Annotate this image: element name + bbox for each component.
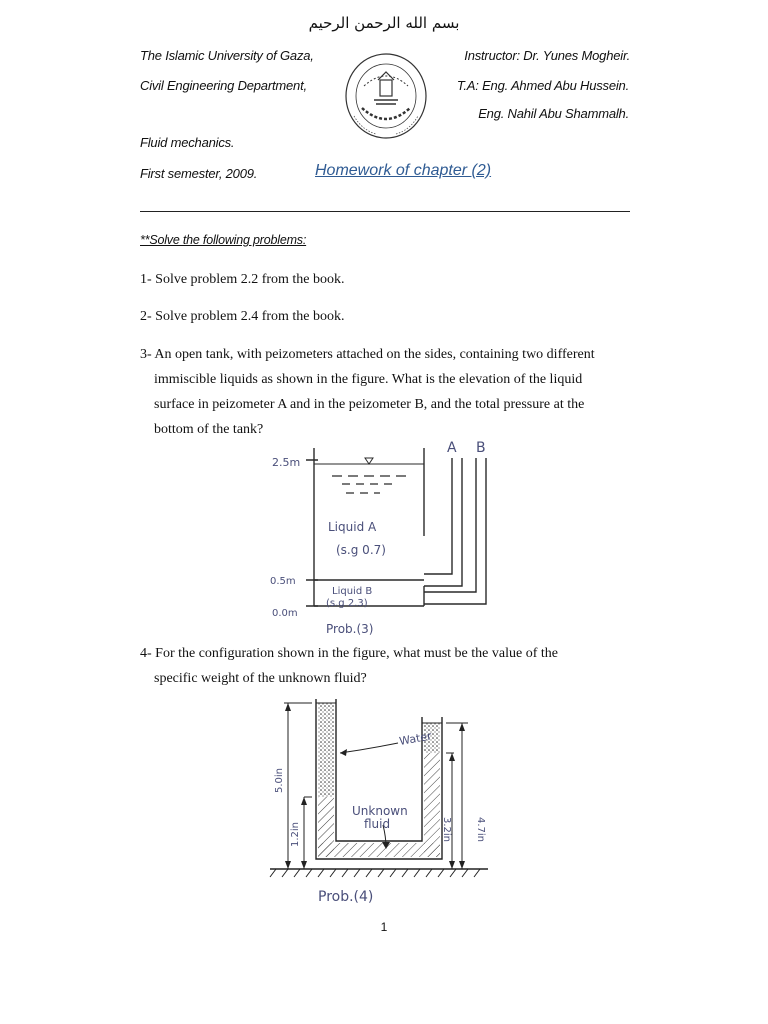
unknown-fluid-right-leg xyxy=(424,753,440,857)
liquid-b-sg-label: (s.g 2.3) xyxy=(326,598,368,609)
instructions-heading: **Solve the following problems: xyxy=(140,233,307,247)
elevation-bottom-label: 0.0m xyxy=(272,608,298,619)
problem-3-line-3: surface in peizometer A and in the peizometer B, and the total pressure at the xyxy=(154,397,585,412)
unknown-fluid-label-1: Unknown xyxy=(352,804,408,818)
problem-2: 2- Solve problem 2.4 from the book. xyxy=(140,309,345,324)
elevation-mid-label: 0.5m xyxy=(270,576,296,587)
water-label: Water xyxy=(398,729,433,748)
piezometer-b-inner xyxy=(424,458,486,604)
elevation-top-label: 2.5m xyxy=(272,456,301,469)
ta-line-2: Eng. Nahil Abu Shammalh. xyxy=(478,106,629,121)
header-divider xyxy=(140,211,630,212)
semester: First semester, 2009. xyxy=(140,166,258,181)
dim-right-total-label: 4.7in xyxy=(475,817,486,843)
problem-3-line-2: immiscible liquids as shown in the figure. What is the elevation of the liquid xyxy=(154,372,583,387)
problem-3-line-1: 3- An open tank, with peizometers attached on the sides, containing two different xyxy=(140,347,595,362)
dim-left-lower-label: 1.2in xyxy=(290,821,301,847)
dim-left-total-label: 5.0in xyxy=(274,767,285,793)
unknown-fluid-bottom xyxy=(318,843,440,857)
figure-4-caption: Prob.(4) xyxy=(318,889,374,905)
liquid-b-label: Liquid B xyxy=(332,586,373,597)
homework-title: Homework of chapter (2) xyxy=(315,162,492,179)
piezometer-a-label: A xyxy=(447,440,457,456)
water-leader xyxy=(340,743,398,753)
figure-3-caption: Prob.(3) xyxy=(326,622,374,636)
university-seal-logo xyxy=(342,50,430,142)
department-name: Civil Engineering Department, xyxy=(140,78,307,93)
course-name: Fluid mechanics. xyxy=(140,135,235,150)
problem-1: 1- Solve problem 2.2 from the book. xyxy=(140,272,345,287)
piezometer-a-inner xyxy=(424,458,462,586)
water-left-column xyxy=(318,703,334,797)
piezometer-a-outer xyxy=(424,458,452,574)
liquid-a-sg-label: (s.g 0.7) xyxy=(336,543,386,557)
ta-line-1: T.A: Eng. Ahmed Abu Hussein. xyxy=(456,78,629,93)
piezometer-b-outer xyxy=(424,458,476,592)
unknown-fluid-label-2: fluid xyxy=(364,817,391,831)
figure-problem-4 xyxy=(248,697,510,909)
problem-4-line-2: specific weight of the unknown fluid? xyxy=(154,671,367,686)
university-name: The Islamic University of Gaza, xyxy=(140,48,314,63)
problem-3-line-4: bottom of the tank? xyxy=(154,422,264,437)
piezometer-b-label: B xyxy=(476,440,486,456)
problem-4-line-1: 4- For the configuration shown in the figure, what must be the value of the xyxy=(140,646,558,661)
instructor: Instructor: Dr. Yunes Mogheir. xyxy=(464,48,630,63)
basmala: بسم الله الرحمن الرحيم xyxy=(308,14,460,32)
dim-right-lower-label: 3.2in xyxy=(441,817,452,843)
figure-problem-3 xyxy=(262,436,512,640)
page-number: 1 xyxy=(380,920,388,934)
liquid-a-label: Liquid A xyxy=(328,520,377,534)
